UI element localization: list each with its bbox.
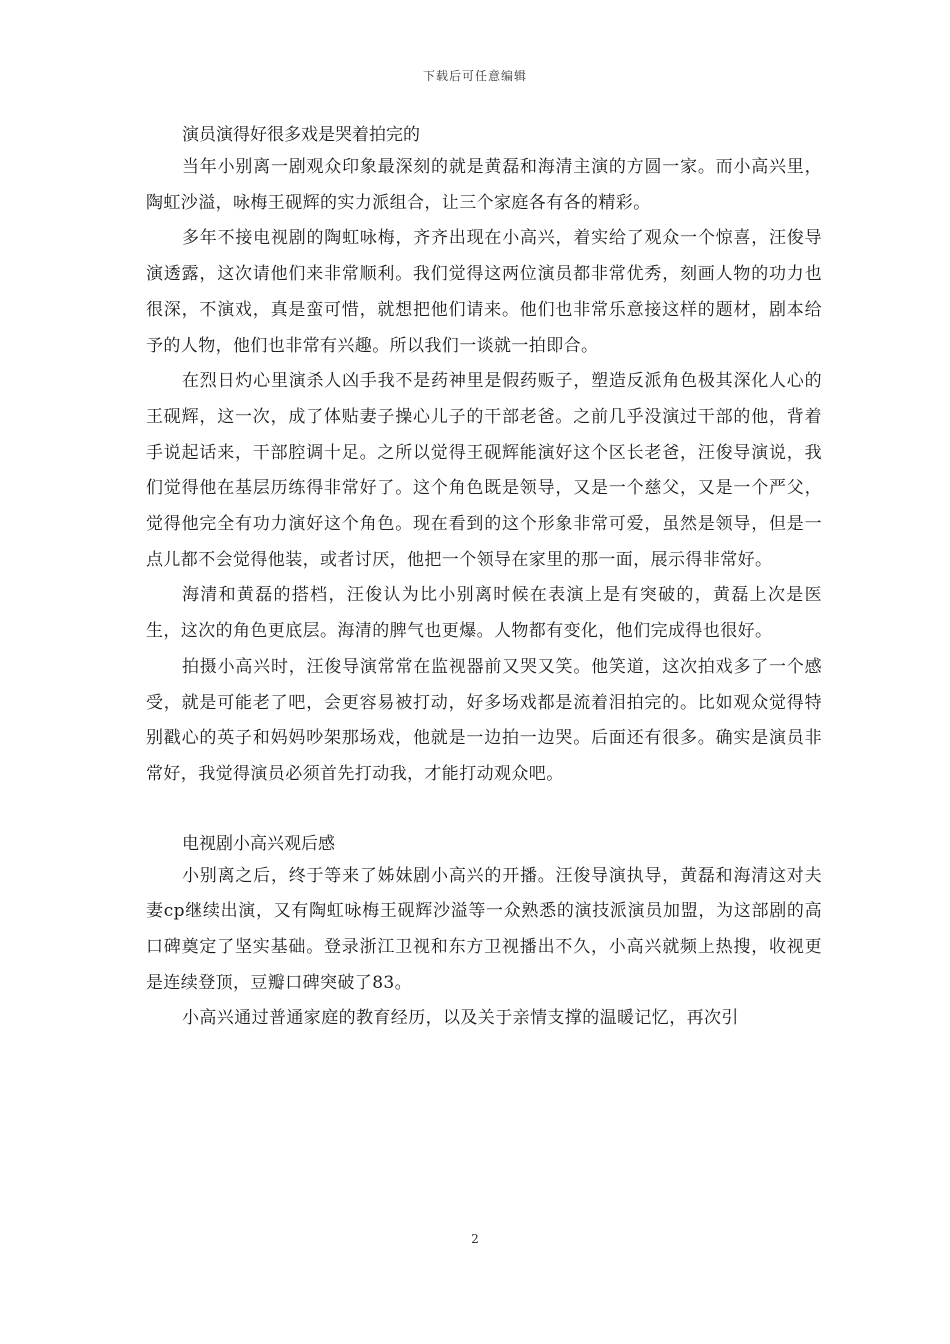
paragraph: 拍摄小高兴时，汪俊导演常常在监视器前又哭又笑。他笑道，这次拍戏多了一个感受，就是可能老了吧，会更容易被打动，好多场戏都是流着泪拍完的。比如观众觉得特别戳心的英子和妈妈吵架那场戏，他就是一边拍一边哭。后面还有很多。确实是演员非常好，我觉得演员必须首先打动我，才能打动观众吧。	[146, 656, 822, 784]
paragraph: 在烈日灼心里演杀人凶手我不是药神里是假药贩子，塑造反派角色极其深化人心的王砚辉，这一次，成了体贴妻子操心儿子的干部老爸。之前几乎没演过干部的他，背着手说起话来，干部腔调十足。之所以觉得王砚辉能演好这个区长老爸，汪俊导演说，我们觉得他在基层历练得非常好了。这个角色既是领导，又是一个慈父，又是一个严父，觉得他完全有功力演好这个角色。现在看到的这个形象非常可爱，虽然是领导，但是一点儿都不会觉得他装，或者讨厌，他把一个领导在家里的那一面，展示得非常好。	[146, 371, 822, 570]
paragraph: 海清和黄磊的搭档，汪俊认为比小别离时候在表演上是有突破的，黄磊上次是医生，这次的角色更底层。海清的脾气也更爆。人物都有变化，他们完成得也很好。	[146, 585, 822, 642]
document-body	[146, 120, 822, 1037]
page-number: 2	[471, 1232, 479, 1246]
paragraph: 当年小别离一剧观众印象最深刻的就是黄磊和海清主演的方圆一家。而小高兴里，陶虹沙溢，咏梅王砚辉的实力派组合，让三个家庭各有各的精彩。	[146, 157, 822, 213]
section-title: 演员演得好很多戏是哭着拍完的	[182, 125, 420, 145]
page-header: 下载后可任意编辑	[422, 69, 527, 83]
paragraph: 多年不接电视剧的陶虹咏梅，齐齐出现在小高兴，着实给了观众一个惊喜，汪俊导演透露，这次请他们来非常顺利。我们觉得这两位演员都非常优秀，刻画人物的功力也很深，不演戏，真是蛮可惜，就想把他们请来。他们也非常乐意接这样的题材，剧本给予的人物，他们也非常有兴趣。所以我们一谈就一拍即合。	[146, 228, 822, 356]
section-title: 电视剧小高兴观后感	[182, 833, 335, 854]
section-spacer	[146, 793, 822, 829]
paragraph: 小别离之后，终于等来了姊妹剧小高兴的开播。汪俊导演执导，黄磊和海清这对夫妻cp继续出演，又有陶虹咏梅王砚辉沙溢等一众熟悉的演技派演员加盟，为这部剧的高口碑奠定了坚实基础。登录浙江卫视和东方卫视播出不久，小高兴就频上热搜，收视更是连续登顶，豆瓣口碑突破了83。	[146, 865, 822, 993]
section-2	[146, 829, 822, 1038]
section-1	[146, 120, 822, 793]
paragraph: 小高兴通过普通家庭的教育经历，以及关于亲情支撑的温暖记忆，再次引	[182, 1008, 739, 1029]
